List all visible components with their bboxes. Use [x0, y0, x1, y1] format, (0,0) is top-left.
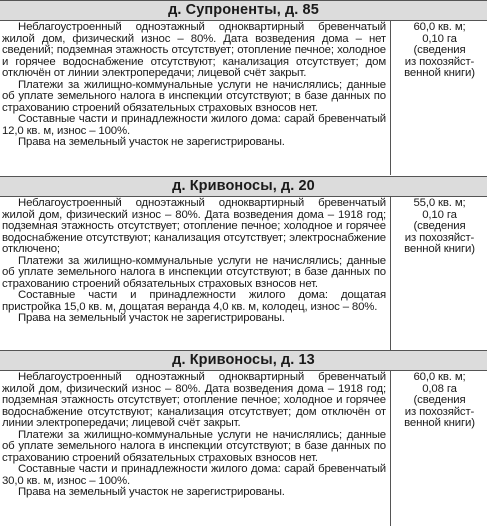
section-title: д. Кривоносы, д. 20: [172, 178, 315, 194]
description-paragraph: Права на земельный участок не зарегистрированы.: [18, 486, 285, 499]
area-line: (сведения: [413, 394, 466, 407]
description-paragraph: Права на земельный участок не зарегистрированы.: [18, 312, 285, 325]
description-paragraph: Составные части и принадлежности жилого дома: сарай бревенчатый 12,0 кв. м, износ – 100%.: [2, 113, 386, 137]
area-line: из похозяйст-: [404, 231, 475, 244]
description-paragraph: Платежи за жилищно-коммунальные услуги не начислялись; данные об уплате земельного налога в инспекции отсутствуют; в базе данных по страхованию строений обязательных страховых взносов нет.: [2, 254, 386, 290]
column-divider: [390, 21, 391, 175]
section-header: [0, 0, 487, 21]
area-line: 0,08 га: [422, 382, 457, 395]
description-paragraph: Составные части и принадлежности жилого дома: сарай бревенчатый 30,0 кв. м, износ – 100%.: [2, 463, 386, 487]
area-line: из похозяйст-: [404, 405, 475, 418]
area-line: 60,0 кв. м;: [413, 371, 466, 383]
description-paragraph: Платежи за жилищно-коммунальные услуги не начислялись; данные об уплате земельного налога в инспекции отсутствуют; в базе данных по страхованию строений обязательных страховых взносов нет.: [2, 428, 386, 464]
area-line: 60,0 кв. м;: [413, 21, 466, 33]
area-line: венной книги): [404, 67, 475, 80]
section-title: д. Супроненты, д. 85: [168, 2, 319, 18]
description-paragraph: Неблагоустроенный одноэтажный одноквартирный бревенчатый жилой дом, физический износ – 80%. Дата возведения дома – 1918 год; подземная этажность отсутствует; отопление печное; холодное и горячее водоснабжение отсутствуют; канализация отсутствует; дом отключён от линии электропередачи; лицевой счёт закрыт.: [2, 371, 386, 430]
area-line: венной книги): [404, 243, 475, 256]
area-info: [392, 22, 487, 80]
column-divider: [390, 371, 391, 526]
description-paragraph: Права на земельный участок не зарегистрированы.: [18, 136, 285, 149]
section-title: д. Кривоносы, д. 13: [172, 352, 315, 368]
area-line: из похозяйст-: [404, 55, 475, 68]
column-divider: [390, 197, 391, 350]
description-paragraph: Составные части и принадлежности жилого дома: дощатая пристройка 15,0 кв. м, дощатая веранда 4,0 кв. м, колодец, износ – 80%.: [2, 289, 386, 313]
area-info: [392, 198, 487, 256]
house-description: [2, 198, 386, 325]
area-line: (сведения: [413, 44, 466, 57]
description-paragraph: Неблагоустроенный одноэтажный одноквартирный бревенчатый жилой дом, физический износ – 80%. Дата возведения дома – нет сведений; подземная этажность отсутствует; отопление печное; холодное и горячее водоснабжение отсутствуют; канализация отсутствует; дом отключён от линии электропередачи; лицевой счёт закрыт.: [2, 21, 386, 80]
section-header: [0, 176, 487, 197]
area-info: [392, 372, 487, 430]
house-description: [2, 22, 386, 149]
area-line: (сведения: [413, 220, 466, 233]
section-header: [0, 350, 487, 371]
house-description: [2, 372, 386, 499]
area-line: венной книги): [404, 417, 475, 430]
area-line: 0,10 га: [422, 208, 457, 221]
area-line: 55,0 кв. м;: [413, 197, 466, 209]
description-paragraph: Неблагоустроенный одноэтажный одноквартирный бревенчатый жилой дом, физический износ – 80%. Дата возведения дома – 1918 год; подземная этажность отсутствует; отопление печное; холодное и горячее водоснабжение отсутствуют; канализация отсутствует; электроснабжение отключено;: [2, 197, 386, 256]
area-line: 0,10 га: [422, 32, 457, 45]
description-paragraph: Платежи за жилищно-коммунальные услуги не начислялись; данные об уплате земельного налога в инспекции отсутствуют; в базе данных по страхованию строений обязательных страховых взносов нет.: [2, 78, 386, 114]
